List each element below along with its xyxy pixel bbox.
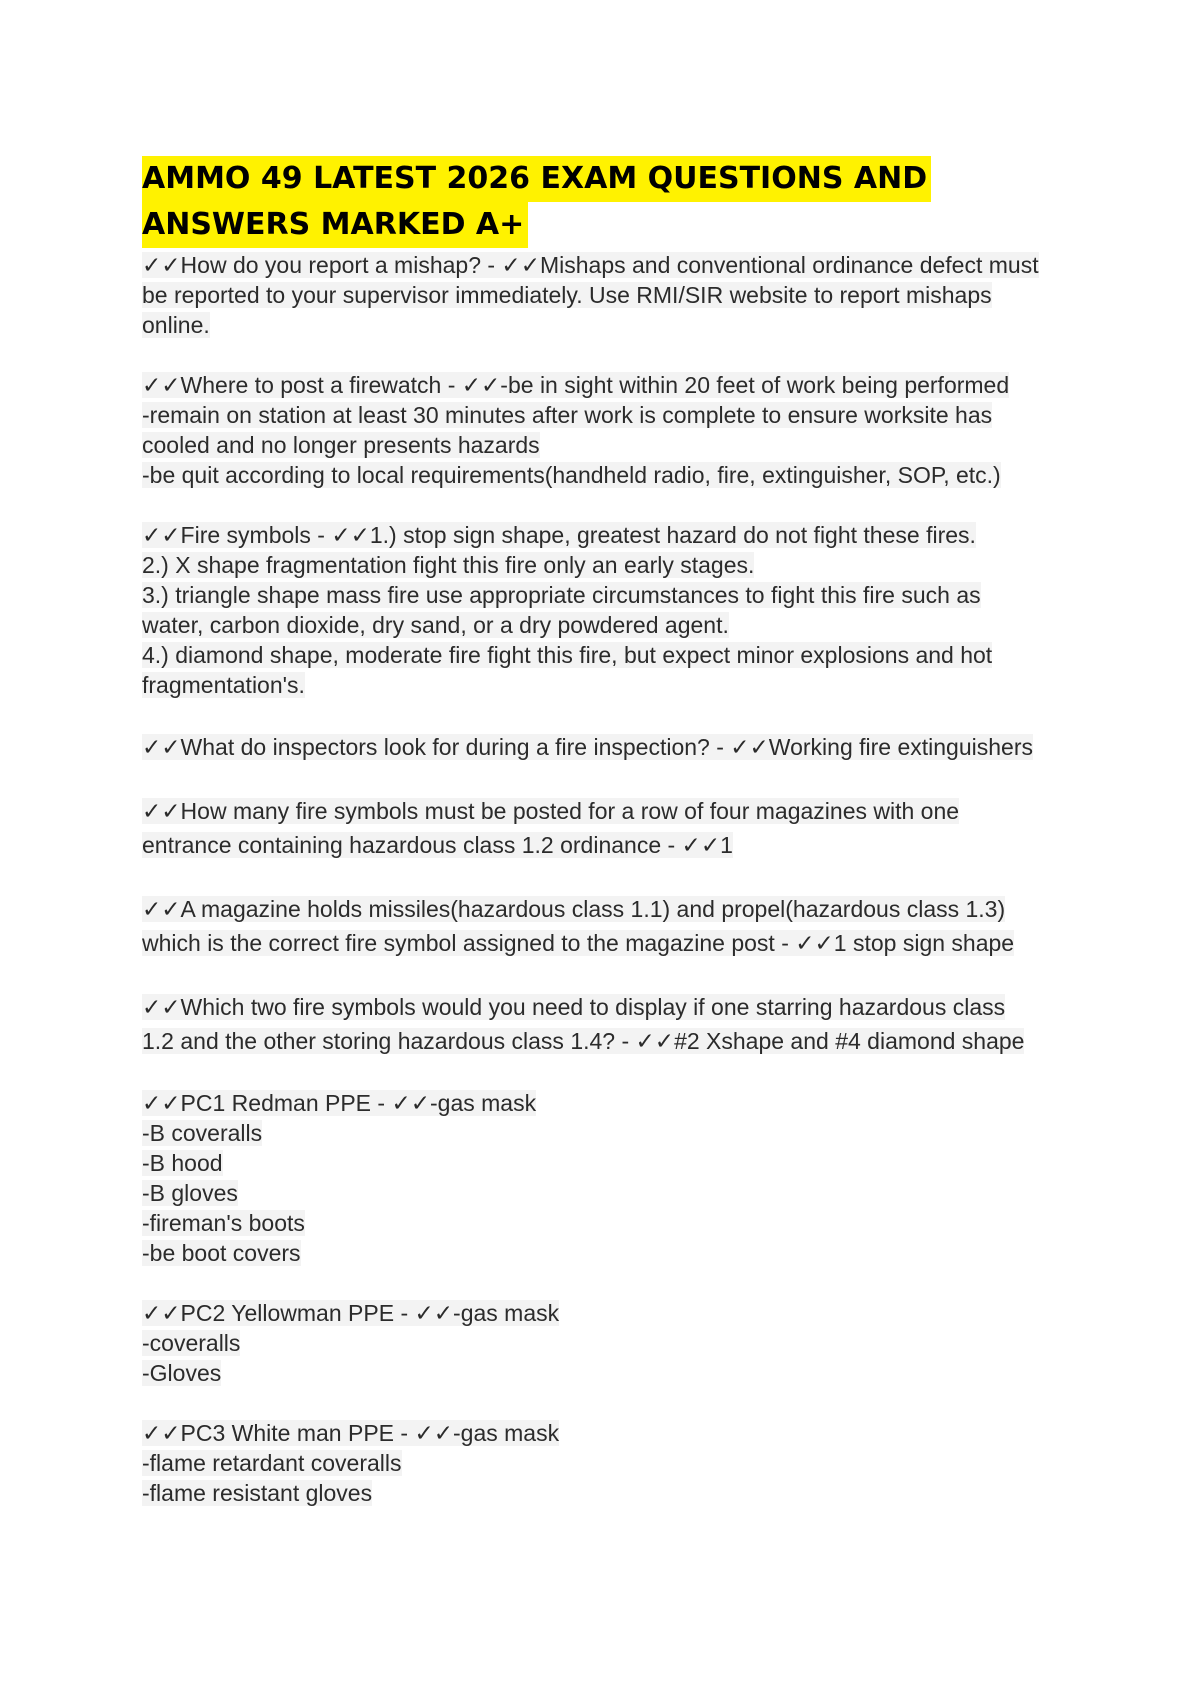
qa-item-8 bbox=[142, 1088, 1082, 1268]
qa-line: ✓✓How many fire symbols must be posted for a row of four magazines with one bbox=[142, 798, 960, 824]
qa-line: -be boot covers bbox=[142, 1240, 301, 1266]
document-page bbox=[142, 156, 1082, 1538]
title-line-2: ANSWERS MARKED A+ bbox=[142, 202, 528, 248]
qa-line: -coveralls bbox=[142, 1330, 241, 1356]
qa-line: -B gloves bbox=[142, 1180, 238, 1206]
qa-item-10 bbox=[142, 1418, 1082, 1508]
qa-line: -B hood bbox=[142, 1150, 223, 1176]
qa-item-4 bbox=[142, 730, 1082, 764]
qa-line: ✓✓PC2 Yellowman PPE - ✓✓-gas mask bbox=[142, 1300, 560, 1326]
qa-line: entrance containing hazardous class 1.2 ordinance - ✓✓1 bbox=[142, 832, 733, 858]
qa-line: be reported to your supervisor immediately. Use RMI/SIR website to report mishaps bbox=[142, 282, 992, 308]
qa-line: -flame retardant coveralls bbox=[142, 1450, 402, 1476]
qa-line: ✓✓Where to post a firewatch - ✓✓-be in sight within 20 feet of work being performed bbox=[142, 372, 1010, 398]
qa-line: fragmentation's. bbox=[142, 672, 305, 698]
qa-item-2 bbox=[142, 370, 1082, 490]
qa-line: water, carbon dioxide, dry sand, or a dry powdered agent. bbox=[142, 612, 729, 638]
qa-line: -remain on station at least 30 minutes after work is complete to ensure worksite has bbox=[142, 402, 993, 428]
qa-line: online. bbox=[142, 312, 210, 338]
qa-line: -be quit according to local requirements(handheld radio, fire, extinguisher, SOP, etc.) bbox=[142, 462, 1001, 488]
title-line-1: AMMO 49 LATEST 2026 EXAM QUESTIONS AND bbox=[142, 156, 931, 202]
qa-line: ✓✓How do you report a mishap? - ✓✓Mishaps and conventional ordinance defect must bbox=[142, 252, 1039, 278]
qa-item-9 bbox=[142, 1298, 1082, 1388]
qa-line: ✓✓Fire symbols - ✓✓1.) stop sign shape, greatest hazard do not fight these fires. bbox=[142, 522, 976, 548]
qa-line: ✓✓PC1 Redman PPE - ✓✓-gas mask bbox=[142, 1090, 537, 1116]
qa-line: which is the correct fire symbol assigned to the magazine post - ✓✓1 stop sign shape bbox=[142, 930, 1015, 956]
qa-line: ✓✓What do inspectors look for during a fire inspection? - ✓✓Working fire extinguishers bbox=[142, 734, 1033, 760]
qa-item-6 bbox=[142, 892, 1082, 960]
qa-line: ✓✓Which two fire symbols would you need to display if one starring hazardous class bbox=[142, 994, 1006, 1020]
qa-line: -flame resistant gloves bbox=[142, 1480, 373, 1506]
qa-line: 4.) diamond shape, moderate fire fight this fire, but expect minor explosions and hot bbox=[142, 642, 993, 668]
qa-item-3 bbox=[142, 520, 1082, 700]
qa-line: -fireman's boots bbox=[142, 1210, 305, 1236]
qa-line: -B coveralls bbox=[142, 1120, 263, 1146]
qa-line: cooled and no longer presents hazards bbox=[142, 432, 540, 458]
qa-line: ✓✓PC3 White man PPE - ✓✓-gas mask bbox=[142, 1420, 560, 1446]
qa-line: 2.) X shape fragmentation fight this fire only an early stages. bbox=[142, 552, 755, 578]
qa-item-1 bbox=[142, 250, 1082, 340]
qa-line: ✓✓A magazine holds missiles(hazardous class 1.1) and propel(hazardous class 1.3) bbox=[142, 896, 1006, 922]
qa-line: -Gloves bbox=[142, 1360, 222, 1386]
qa-line: 3.) triangle shape mass fire use appropriate circumstances to fight this fire such as bbox=[142, 582, 981, 608]
qa-item-5 bbox=[142, 794, 1082, 862]
qa-item-7 bbox=[142, 990, 1082, 1058]
qa-line: 1.2 and the other storing hazardous class 1.4? - ✓✓#2 Xshape and #4 diamond shape bbox=[142, 1028, 1025, 1054]
document-title bbox=[142, 156, 1082, 248]
